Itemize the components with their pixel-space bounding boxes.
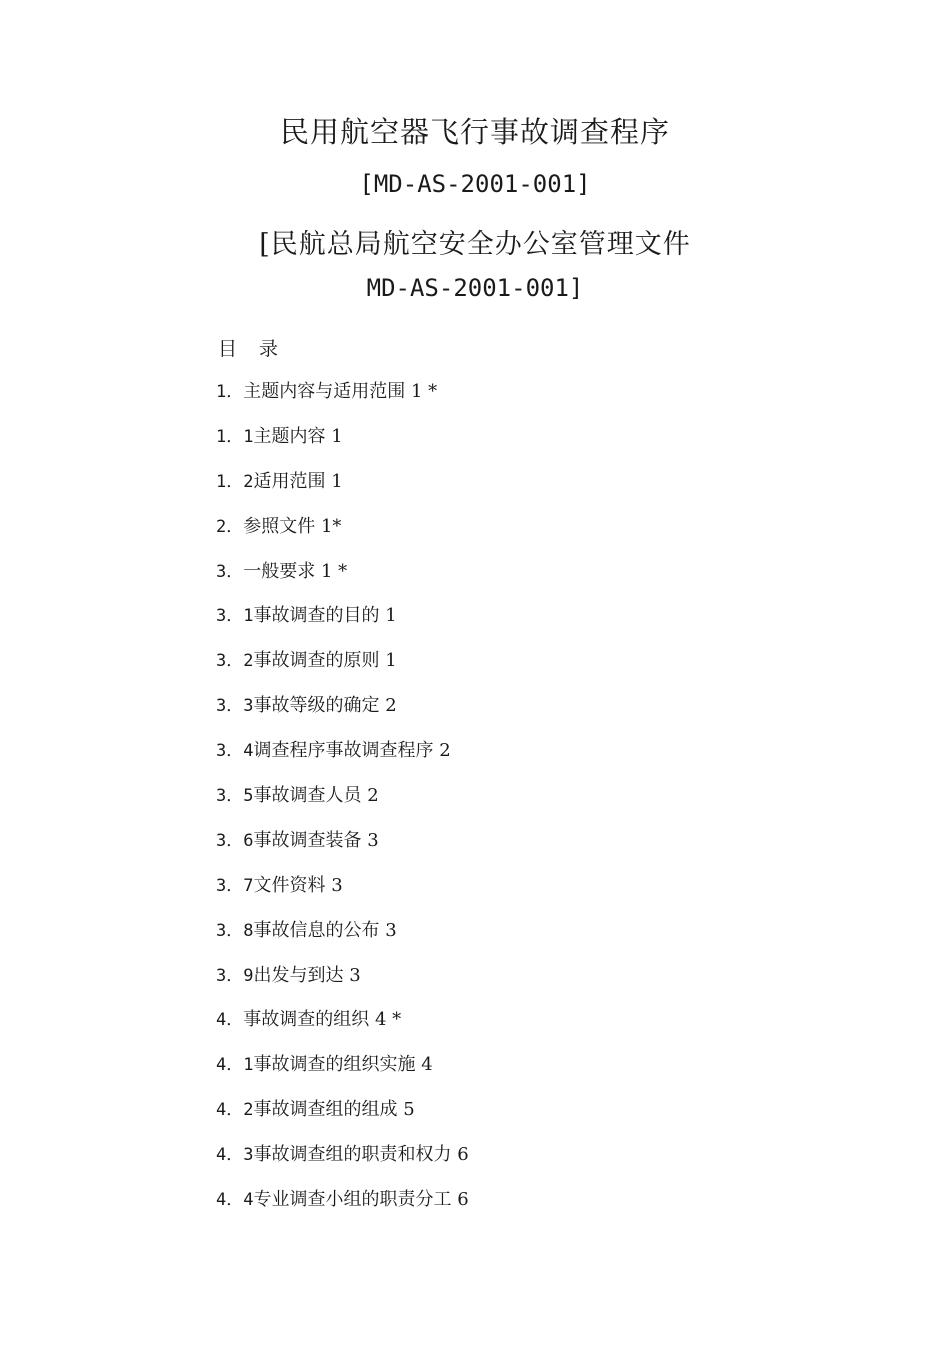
toc-item bbox=[216, 425, 469, 470]
toc-item-number: 3．7 bbox=[216, 875, 254, 896]
toc-item-number: 3．9 bbox=[216, 965, 254, 986]
toc-item-text: 主题内容与适用范围 1 * bbox=[243, 381, 438, 402]
toc-item-number: 4．1 bbox=[216, 1055, 254, 1076]
toc-item-number: 2． bbox=[216, 516, 244, 537]
toc-item-text: 专业调查小组的职责分工 6 bbox=[253, 1189, 469, 1211]
toc-item bbox=[216, 694, 469, 739]
toc-item bbox=[216, 1008, 469, 1053]
toc-item-text: 参照文件 1* bbox=[243, 515, 342, 537]
toc-item-number: 1． bbox=[216, 382, 244, 402]
document-title: 民用航空器飞行事故调查程序 bbox=[279, 115, 670, 149]
toc-item-number: 3．8 bbox=[216, 920, 254, 941]
toc-item-text: 一般要求 1 * bbox=[243, 560, 348, 582]
toc-item bbox=[216, 784, 469, 829]
toc-item-text: 事故调查的组织实施 4 bbox=[253, 1054, 433, 1076]
toc-item-number: 3． bbox=[216, 561, 244, 582]
toc-item bbox=[216, 560, 469, 605]
toc-item-text: 主题内容 1 bbox=[253, 425, 343, 447]
table-of-contents bbox=[216, 380, 469, 1233]
document-code: [MD-AS-2001-001] bbox=[359, 170, 591, 198]
toc-item-number: 4．3 bbox=[216, 1145, 254, 1166]
toc-item-number: 1．2 bbox=[216, 471, 254, 492]
toc-item bbox=[216, 874, 469, 919]
toc-item-text: 事故等级的确定 2 bbox=[253, 695, 397, 717]
toc-item bbox=[216, 829, 469, 874]
document-issuer: [民航总局航空安全办公室管理文件 bbox=[259, 229, 691, 260]
toc-item bbox=[216, 604, 469, 649]
toc-item-number: 3．5 bbox=[216, 786, 254, 807]
toc-item bbox=[216, 380, 469, 425]
toc-item-number: 1．1 bbox=[216, 426, 254, 447]
toc-item-text: 出发与到达 3 bbox=[253, 964, 361, 986]
toc-item-text: 事故调查的原则 1 bbox=[253, 650, 397, 672]
toc-item-text: 调查程序事故调查程序 2 bbox=[253, 740, 451, 762]
toc-item bbox=[216, 1188, 469, 1233]
toc-item-number: 4． bbox=[216, 1010, 244, 1031]
document-issuer-code: MD-AS-2001-001] bbox=[366, 274, 584, 302]
toc-item bbox=[216, 919, 469, 964]
toc-heading: 目 录 bbox=[218, 338, 287, 360]
toc-item-number: 3．2 bbox=[216, 651, 254, 672]
toc-item-text: 事故调查装备 3 bbox=[253, 829, 379, 851]
toc-item bbox=[216, 470, 469, 515]
toc-item-text: 事故调查组的职责和权力 6 bbox=[253, 1144, 469, 1166]
toc-item-number: 3．3 bbox=[216, 696, 254, 717]
toc-item-text: 适用范围 1 bbox=[253, 470, 343, 492]
toc-item bbox=[216, 739, 469, 784]
toc-item bbox=[216, 964, 469, 1009]
toc-item bbox=[216, 649, 469, 694]
toc-item-text: 事故调查的目的 1 bbox=[253, 605, 397, 627]
toc-item-number: 4．4 bbox=[216, 1190, 254, 1211]
toc-item-text: 事故调查组的组成 5 bbox=[253, 1099, 415, 1121]
toc-item-text: 事故信息的公布 3 bbox=[253, 919, 397, 941]
toc-item bbox=[216, 1098, 469, 1143]
toc-item-number: 3．1 bbox=[216, 606, 254, 627]
toc-item-number: 3．6 bbox=[216, 830, 254, 851]
toc-item-number: 4．2 bbox=[216, 1100, 254, 1121]
toc-item bbox=[216, 515, 469, 560]
toc-item-text: 事故调查人员 2 bbox=[253, 785, 379, 807]
toc-item-number: 3．4 bbox=[216, 741, 254, 762]
toc-item-text: 文件资料 3 bbox=[253, 874, 343, 896]
toc-item bbox=[216, 1053, 469, 1098]
toc-item-text: 事故调查的组织 4 * bbox=[243, 1009, 402, 1031]
toc-item bbox=[216, 1143, 469, 1188]
